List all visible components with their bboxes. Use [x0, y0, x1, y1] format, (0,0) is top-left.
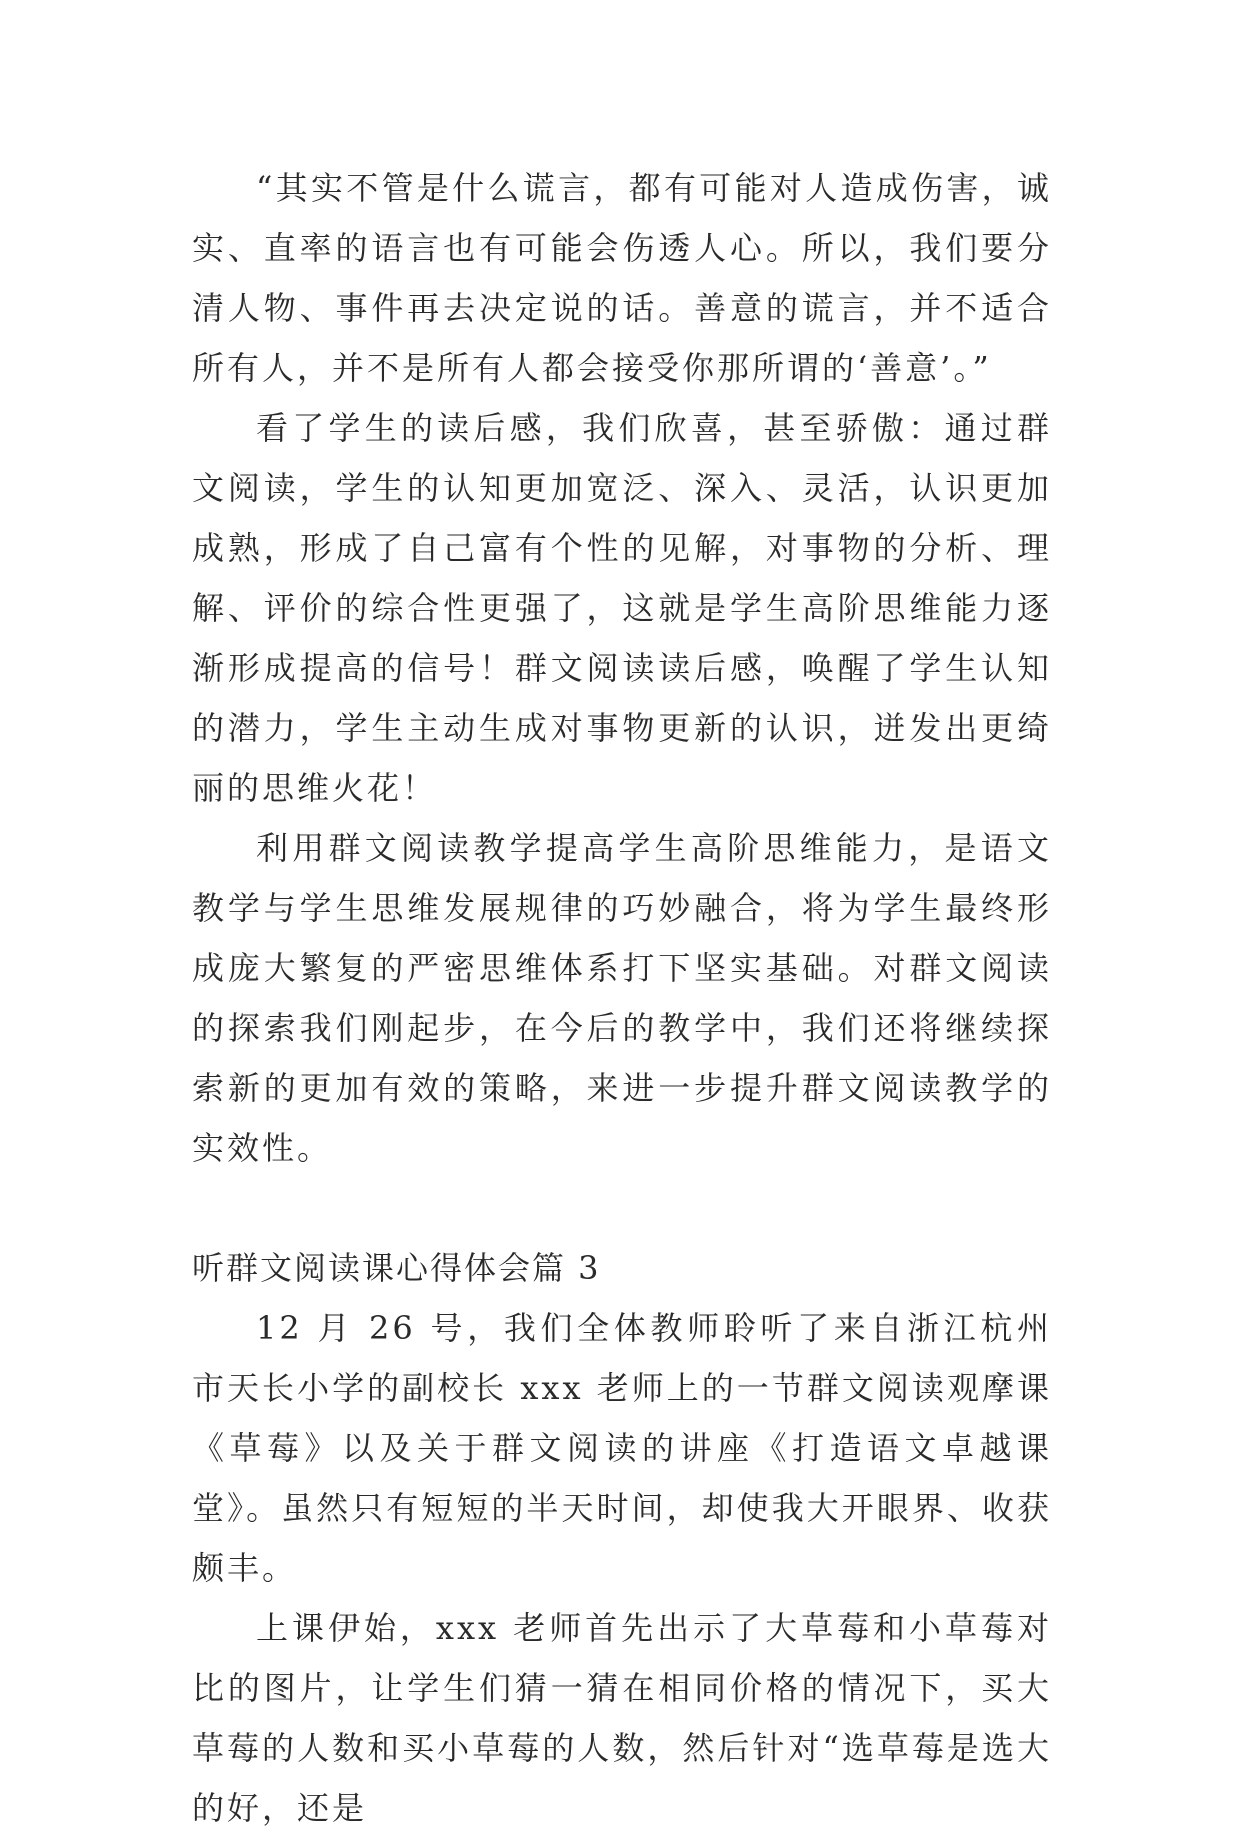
- section-title: 听群文阅读课心得体会篇 3: [192, 1249, 601, 1287]
- paragraph-lecture-intro: 12 月 26 号，我们全体教师聆听了来自浙江杭州市天长小学的副校长 xxx 老师上的一节群文阅读观摩课《草莓》以及关于群文阅读的讲座《打造语文卓越课堂》。虽然只有短短的半天时间，却使我大开眼界、收获颇丰。: [192, 1309, 1052, 1587]
- section-spacer: [192, 1178, 1052, 1238]
- document-page: [192, 158, 1052, 1838]
- paragraph-conclusion: 利用群文阅读教学提高学生高阶思维能力，是语文教学与学生思维发展规律的巧妙融合，将为学生最终形成庞大繁复的严密思维体系打下坚实基础。对群文阅读的探索我们刚起步，在今后的教学中，我们还将继续探索新的更加有效的策略，来进一步提升群文阅读教学的实效性。: [192, 829, 1052, 1167]
- paragraph-quote: “其实不管是什么谎言，都有可能对人造成伤害，诚实、直率的语言也有可能会伤透人心。所以，我们要分清人物、事件再去决定说的话。善意的谎言，并不适合所有人，并不是所有人都会接受你那所谓的‘善意’。”: [192, 169, 1052, 387]
- paragraph-class-start: 上课伊始，xxx 老师首先出示了大草莓和小草莓对比的图片，让学生们猜一猜在相同价格的情况下，买大草莓的人数和买小草莓的人数，然后针对“选草莓是选大的好，还是: [192, 1609, 1052, 1827]
- paragraph-reflection: 看了学生的读后感，我们欣喜，甚至骄傲：通过群文阅读，学生的认知更加宽泛、深入、灵活，认识更加成熟，形成了自己富有个性的见解，对事物的分析、理解、评价的综合性更强了，这就是学生高阶思维能力逐渐形成提高的信号！群文阅读读后感，唤醒了学生认知的潜力，学生主动生成对事物更新的认识，迸发出更绮丽的思维火花！: [192, 409, 1052, 807]
